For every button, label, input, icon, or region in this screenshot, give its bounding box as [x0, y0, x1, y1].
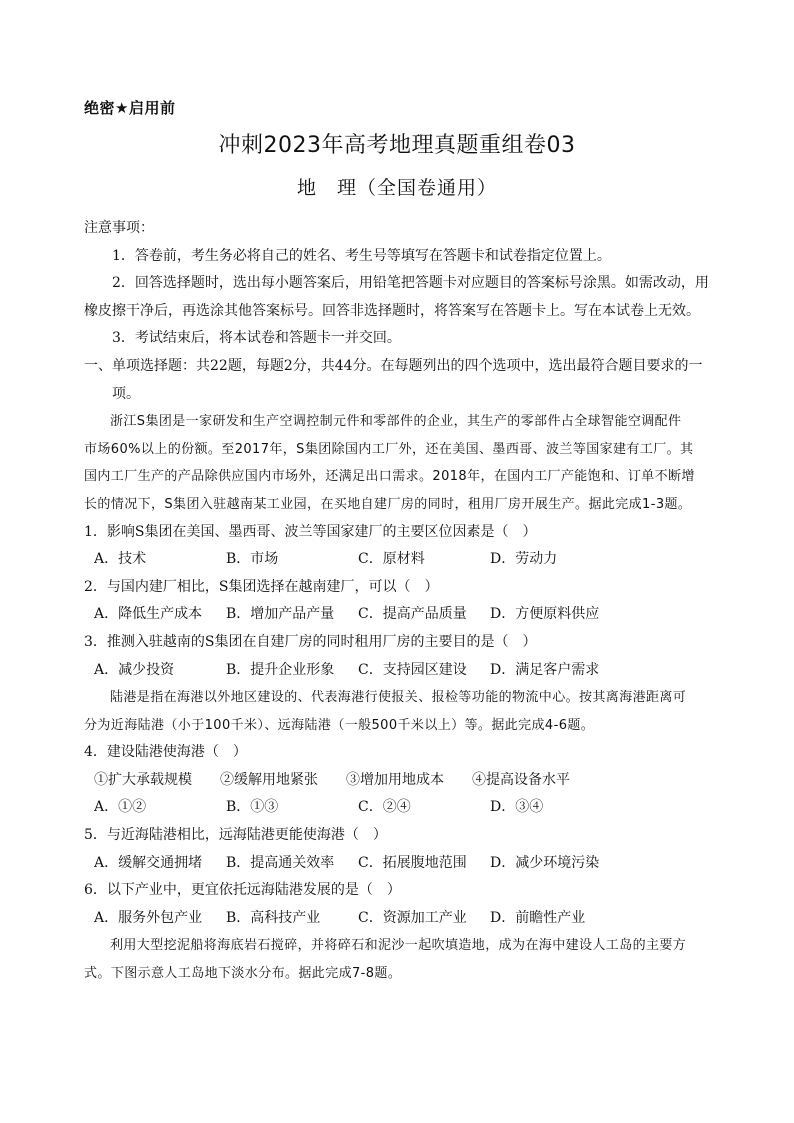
passage-1 — [84, 408, 724, 518]
option-b[interactable]: B．高科技产业 — [226, 909, 321, 926]
notice-heading: 注意事项： — [84, 220, 154, 236]
option-c[interactable]: C．原材料 — [358, 551, 425, 568]
statement-3: ③增加用地成本 — [346, 771, 444, 788]
notice-item: 1．答卷前，考生务必将自己的姓名、考生号等填写在答题卡和试卷指定位置上。 — [112, 247, 611, 264]
question-stem: 4．建设陆港使海港（ ） — [84, 744, 247, 761]
passage-line: 陆港是指在海港以外地区建设的、代表海港行使报关、报检等功能的物流中心。按其离海港距离可 — [110, 690, 687, 706]
passage-line: 式。下图示意人工岛地下淡水分布。据此完成7-8题。 — [84, 966, 402, 982]
option-b[interactable]: B．增加产品产量 — [226, 606, 335, 623]
option-a[interactable]: A．服务外包产业 — [94, 909, 203, 926]
option-c[interactable]: C．资源加工产业 — [358, 909, 467, 926]
question-statements — [84, 767, 724, 795]
question-options — [84, 546, 724, 574]
option-a[interactable]: A．降低生产成本 — [94, 606, 203, 623]
passage-2 — [84, 684, 724, 739]
option-d[interactable]: D．满足客户需求 — [490, 661, 600, 678]
option-b[interactable]: B．提高通关效率 — [226, 854, 335, 871]
option-b[interactable]: B．提升企业形象 — [226, 661, 335, 678]
passage-line: 分为近海陆港（小于100千米）、远海陆港（一般500千米以上）等。据此完成4-6题。 — [84, 717, 595, 733]
statement-1: ①扩大承载规模 — [94, 771, 192, 788]
section-heading: 一、单项选择题：共22题，每题2分，共44分。在每题列出的四个选项中，选出最符合题目要求的一 — [84, 357, 703, 374]
passage-line: 利用大型挖泥船将海底岩石搅碎，并将碎石和泥沙一起吹填造地，成为在海中建设人工岛的主要方 — [110, 938, 687, 954]
passage-3 — [84, 932, 724, 987]
question-stem: 3．推测入驻越南的S集团在自建厂房的同时租用厂房的主要目的是（ ） — [84, 633, 537, 650]
option-b[interactable]: B．市场 — [226, 551, 279, 568]
option-c[interactable]: C．拓展腹地范围 — [358, 854, 467, 871]
option-c[interactable]: C．②④ — [358, 799, 411, 816]
passage-line: 浙江S集团是一家研发和生产空调控制元件和零部件的企业，其生产的零部件占全球智能空调配件 — [110, 414, 682, 430]
passage-line: 市场60%以上的份额。至2017年，S集团除国内工厂外，还在美国、墨西哥、波兰等国家建有工厂。其 — [84, 441, 694, 457]
confidential-label: 绝密★启用前 — [84, 99, 176, 117]
passage-line: 国内工厂生产的产品除供应国内市场外，还满足出口需求。2018年，在国内工厂产能饱和、订单不断增 — [84, 469, 695, 485]
page-title: 冲刺2023年高考地理真题重组卷03 — [218, 133, 576, 158]
question-stem: 2．与国内建厂相比，S集团选择在越南建厂，可以（ ） — [84, 578, 439, 595]
section-heading-cont: 项。 — [112, 385, 140, 402]
notice-item: 橡皮擦干净后，再选涂其他答案标号。回答非选择题时，将答案写在答题卡上。写在本试卷上无效。 — [84, 302, 700, 319]
option-d[interactable]: D．减少环境污染 — [490, 854, 600, 871]
question-options — [84, 905, 724, 933]
question-options — [84, 657, 724, 685]
passage-line: 长的情况下，S集团入驻越南某工业园，在买地自建厂房的同时，租用厂房开展生产。据此完成1-3题。 — [84, 496, 692, 512]
question-stem: 1．影响S集团在美国、墨西哥、波兰等国家建厂的主要区位因素是（ ） — [84, 523, 537, 540]
question-stem: 6．以下产业中，更宜依托远海陆港发展的是（ ） — [84, 882, 401, 899]
option-d[interactable]: D．方便原料供应 — [490, 606, 600, 623]
question-options — [84, 794, 724, 822]
exam-content — [84, 215, 724, 988]
question-options — [84, 850, 724, 878]
option-a[interactable]: A．①② — [94, 799, 147, 816]
question-stem: 5．与近海陆港相比，远海陆港更能使海港（ ） — [84, 827, 387, 844]
statement-4: ④提高设备水平 — [472, 771, 570, 788]
option-a[interactable]: A．缓解交通拥堵 — [94, 854, 203, 871]
statement-2: ②缓解用地紧张 — [220, 771, 318, 788]
question-options — [84, 601, 724, 629]
notice-item: 2．回答选择题时，选出每小题答案后，用铅笔把答题卡对应题目的答案标号涂黑。如需改动，用 — [112, 275, 709, 292]
option-b[interactable]: B．①③ — [226, 799, 279, 816]
option-c[interactable]: C．支持园区建设 — [358, 661, 467, 678]
option-a[interactable]: A．技术 — [94, 551, 147, 568]
option-c[interactable]: C．提高产品质量 — [358, 606, 467, 623]
option-d[interactable]: D．劳动力 — [490, 551, 558, 568]
option-d[interactable]: D．前瞻性产业 — [490, 909, 586, 926]
notice-item: 3．考试结束后，将本试卷和答题卡一并交回。 — [112, 330, 401, 347]
page-subtitle: 地 理（全国卷通用） — [296, 177, 497, 199]
option-d[interactable]: D．③④ — [490, 799, 544, 816]
option-a[interactable]: A．减少投资 — [94, 661, 175, 678]
